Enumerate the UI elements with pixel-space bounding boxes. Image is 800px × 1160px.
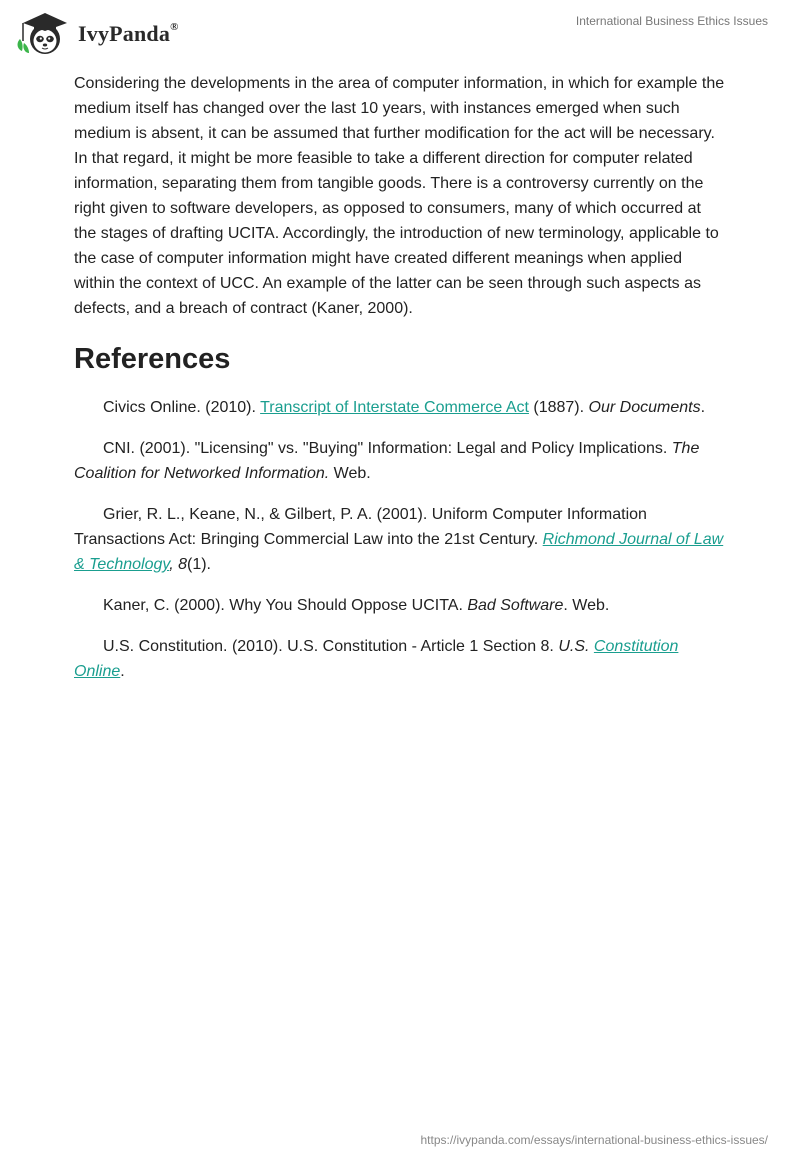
reference-text: . bbox=[700, 399, 706, 416]
reference-italic-text: , 8 bbox=[169, 556, 187, 573]
footer-url: https://ivypanda.com/essays/international-business-ethics-issues/ bbox=[420, 1133, 768, 1147]
reference-item bbox=[74, 502, 726, 577]
reference-text: Web. bbox=[329, 465, 371, 482]
references-list bbox=[74, 395, 726, 684]
reference-text: CNI. (2001). "Licensing" vs. "Buying" Information: Legal and Policy Implications. bbox=[103, 440, 672, 457]
reference-item bbox=[74, 395, 726, 420]
body-paragraph: Considering the developments in the area of computer information, in which for example the medium itself has changed over the last 10 years, with instances emerged when such medium is absent, it can be assumed that further modification for the act will be necessary. In that regard, it might be more feasible to take a different direction for computer related information, separating them from tangible goods. There is a controversy currently on the right given to software developers, as opposed to consumers, many of which occurred at the stages of drafting UCITA. Accordingly, the introduction of new terminology, applicable to the case of computer information might have created different meanings when applied within the context of UCC. An example of the latter can be seen through such aspects as defects, and a breach of contract (Kaner, 2000). bbox=[74, 75, 725, 317]
reference-link[interactable]: Transcript of Interstate Commerce Act bbox=[260, 399, 529, 416]
reference-item bbox=[74, 593, 726, 618]
logo-wordmark: IvyPanda® bbox=[78, 20, 179, 46]
reference-italic-text: Our Documents bbox=[588, 399, 701, 416]
reference-text: . Web. bbox=[563, 597, 610, 614]
reference-text: . bbox=[120, 663, 125, 680]
reference-text: U.S. Constitution. (2010). U.S. Constitution - Article 1 Section 8. bbox=[103, 638, 559, 655]
reference-italic-text: U.S. bbox=[558, 638, 594, 655]
essay-content bbox=[74, 71, 726, 700]
reference-italic-text: The Coalition for Networked Information. bbox=[74, 440, 700, 482]
document-title: International Business Ethics Issues bbox=[575, 14, 768, 28]
reference-italic-text: Bad Software bbox=[467, 597, 564, 614]
ivypanda-logo[interactable] bbox=[14, 9, 179, 57]
reference-text: Grier, R. L., Keane, N., & Gilbert, P. A. (2001). Uniform Computer Information Transactions Act: Bringing Commercial Law into the 21st Century. bbox=[74, 506, 647, 548]
references-heading: References bbox=[74, 343, 231, 375]
reference-text: Civics Online. (2010). bbox=[103, 399, 261, 416]
reference-text: (1887). bbox=[528, 399, 589, 416]
reference-link[interactable]: Richmond Journal of Law & Technology bbox=[74, 531, 724, 573]
reference-item bbox=[74, 436, 726, 486]
panda-graduate-icon bbox=[14, 9, 76, 57]
reference-item bbox=[74, 634, 726, 684]
reference-text: Kaner, C. (2000). Why You Should Oppose UCITA. bbox=[103, 597, 468, 614]
reference-link[interactable]: Constitution Online bbox=[74, 638, 679, 680]
reference-text: (1). bbox=[186, 556, 211, 573]
